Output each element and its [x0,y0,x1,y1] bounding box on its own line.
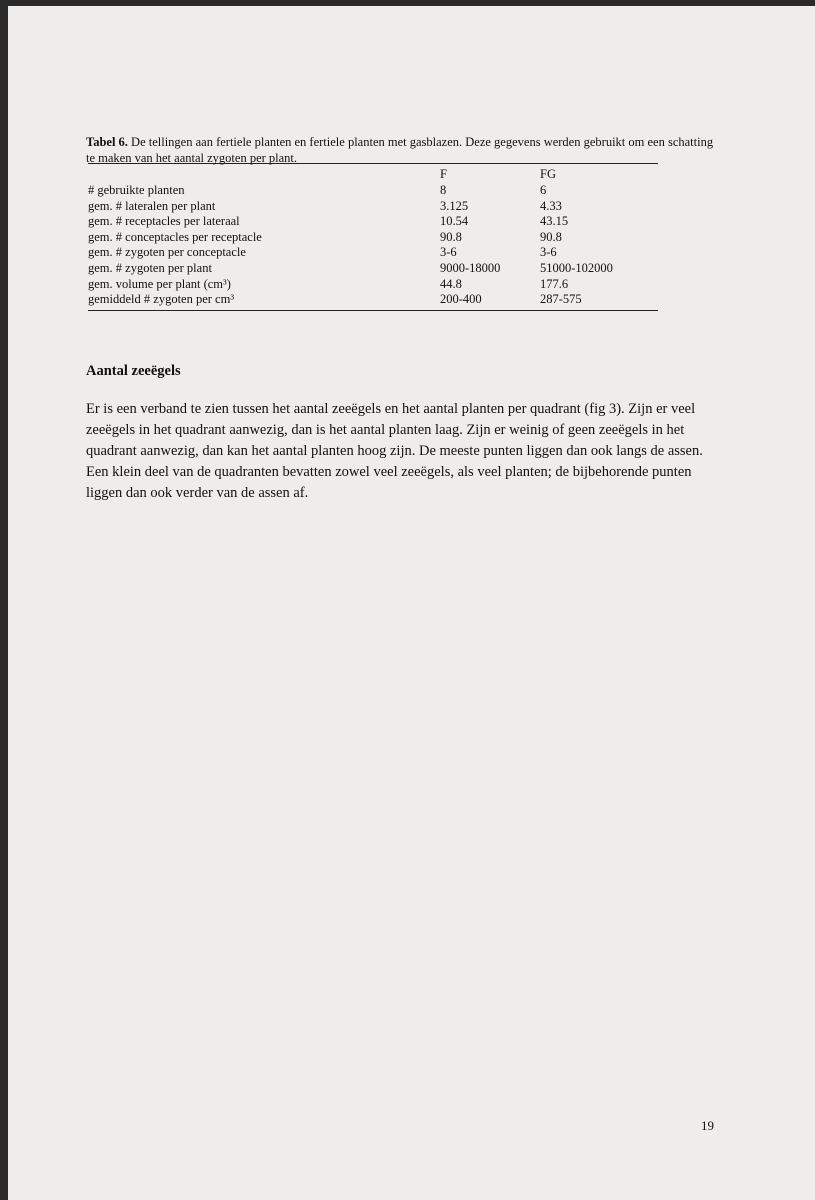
section-heading: Aantal zeeëgels [86,363,181,379]
body-paragraph: Er is een verband te zien tussen het aantal zeeëgels en het aantal planten per quadrant (fig 3). Zijn er veel zeeëgels in het quadrant aanwezig, dan is het aantal planten laag. Zijn er weinig of geen zeeëgels in het quadrant aanwezig, dan kan het aantal planten hoog zijn. De meeste punten liggen dan ook langs de assen. Een klein deel van de quadranten bevatten zowel veel zeeëgels, als veel planten; de bijbehorende punten liggen dan ook verder van de assen af. [86,401,703,501]
table-cell: 3-6 [440,245,457,260]
data-table [88,163,658,311]
table-row [88,199,658,215]
table-header-cell: FG [540,164,658,184]
table-caption-text: De tellingen aan fertiele planten en fertiele planten met gasblazen. Deze gegevens werden gebruikt om een schatting te maken van het aantal zygoten per plant. [86,135,714,165]
table-cell: 44.8 [440,276,462,291]
table-row [88,261,658,277]
table-header-row [88,164,658,184]
table-cell: gem. # lateralen per plant [88,198,216,213]
table-cell: gem. volume per plant (cm³) [88,276,231,291]
table-cell: 3-6 [540,245,557,260]
bleed-through-text [88,106,728,135]
table-caption [86,134,720,166]
page-number: 19 [701,1118,714,1133]
table-cell: 10.54 [440,214,469,229]
table-row [88,245,658,261]
table-cell: 200-400 [440,292,540,310]
table-cell: 90.8 [440,229,462,244]
table-header-cell [88,164,440,184]
table-cell: 8 [440,183,447,197]
table-row [88,230,658,246]
table-row [88,214,658,230]
table-cell: 90.8 [540,229,562,244]
table-header-cell: F [440,164,540,184]
table-cell: gem. # conceptacles per receptacle [88,229,262,244]
table-row [88,183,658,199]
document-page [8,6,815,1200]
table-cell: 6 [540,183,547,197]
table-cell: 43.15 [540,214,569,229]
table-caption-label: Tabel 6. [86,135,128,149]
table-cell: 3.125 [440,198,469,213]
table-cell: gem. # zygoten per plant [88,260,212,275]
table-cell: 9000-18000 [440,260,501,275]
table-cell: 51000-102000 [540,260,613,275]
table-cell: 177.6 [540,276,569,291]
table-cell: 287-575 [540,292,658,310]
table-row [88,277,658,293]
table-row [88,292,658,310]
table-cell: gemiddeld # zygoten per cm³ [88,292,440,310]
table-cell: gem. # zygoten per conceptacle [88,245,246,260]
table-cell: 4.33 [540,198,562,213]
table-cell: # gebruikte planten [88,183,185,197]
table-cell: gem. # receptacles per lateraal [88,214,240,229]
